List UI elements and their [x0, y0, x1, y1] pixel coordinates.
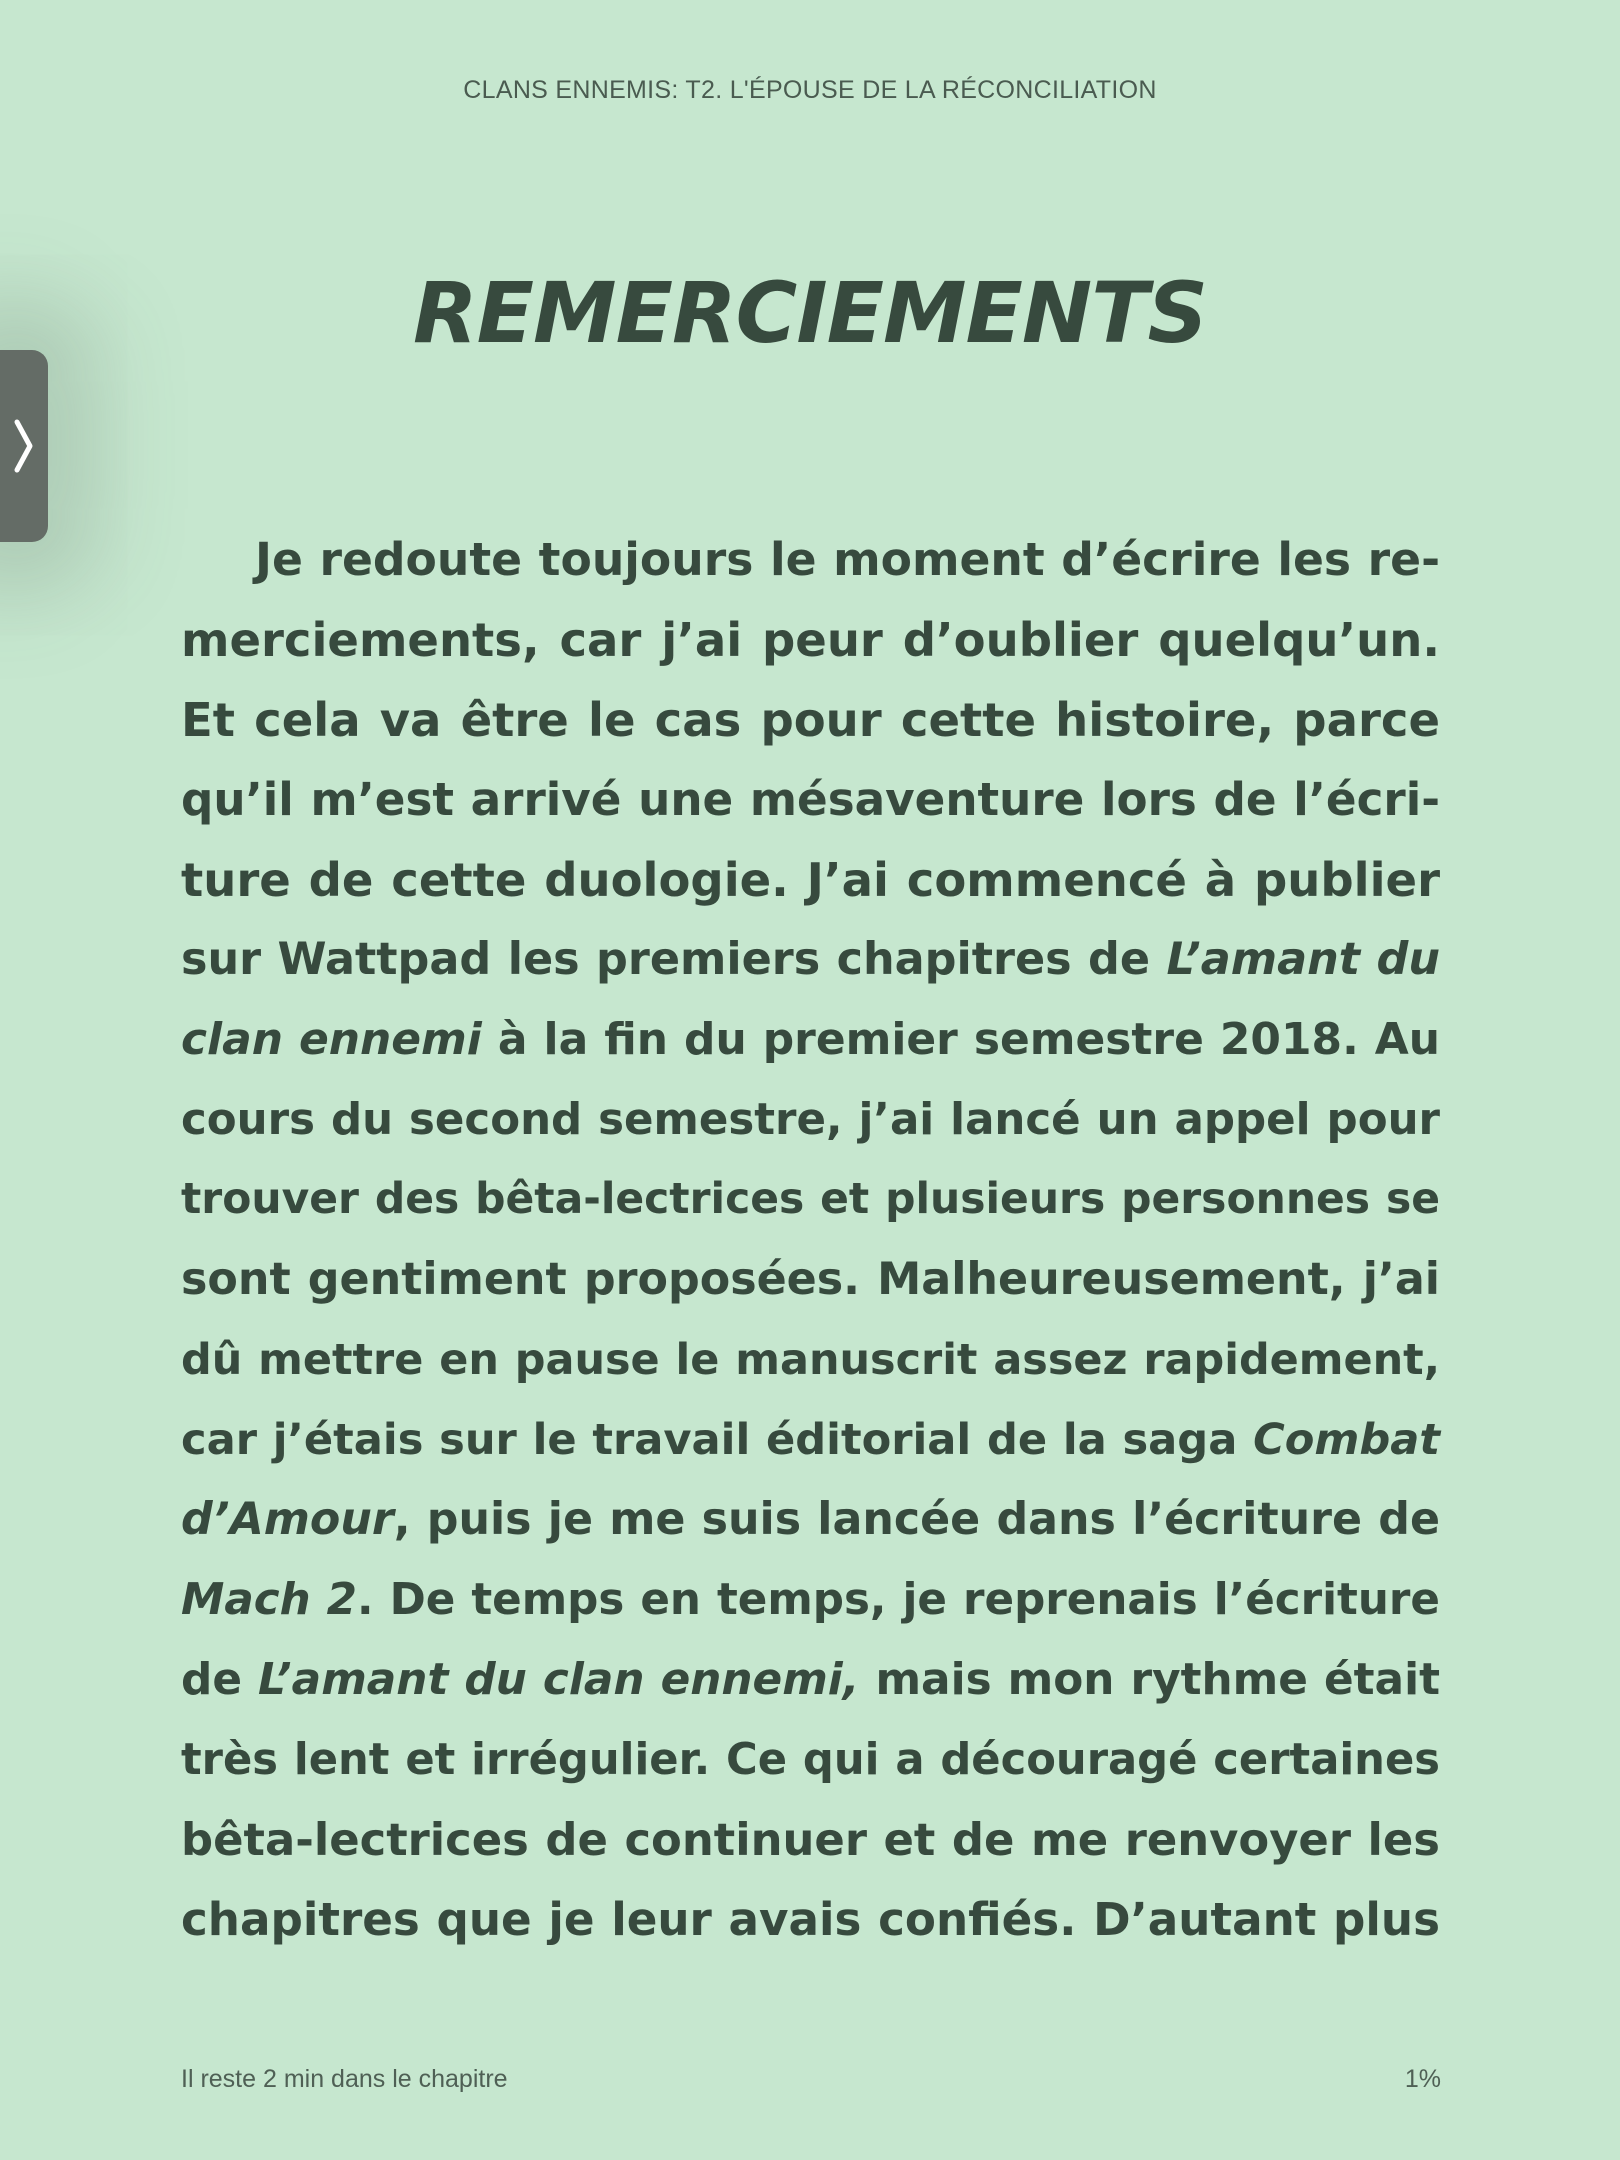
chapter-title: REMERCIEMENTS — [412, 264, 1208, 362]
chapter-time-remaining: Il reste 2 min dans le chapitre — [181, 2065, 508, 2093]
text-line: chapitres que je leur avais confiés. D’autant plus — [181, 1893, 1440, 1946]
chapter-body-text — [181, 520, 1440, 1960]
chevron-right-icon — [13, 418, 35, 474]
italic-book-title: clan ennemi — [181, 1014, 482, 1065]
text-line: Je redoute toujours le moment d’écrire les re- — [255, 533, 1440, 586]
text-line: Mach 2. De temps en temps, je reprenais l’écriture — [181, 1575, 1440, 1625]
italic-book-title: Mach 2 — [181, 1575, 358, 1625]
text-line: car j’étais sur le travail éditorial de la saga Combat — [181, 1415, 1440, 1465]
italic-book-title: Combat — [1253, 1415, 1440, 1465]
text-line: bêta-lectrices de continuer et de me renvoyer les — [181, 1813, 1440, 1866]
text-line: cours du second semestre, j’ai lancé un appel pour — [181, 1095, 1440, 1145]
text-line: ture de cette duologie. J’ai commencé à publier — [181, 853, 1440, 907]
italic-book-title: L’amant du — [1166, 934, 1440, 985]
text-line: clan ennemi à la fin du premier semestre 2018. Au — [181, 1014, 1441, 1065]
text-line: très lent et irrégulier. Ce qui a découragé certaines — [181, 1735, 1440, 1785]
text-line: d’Amour, puis je me suis lancée dans l’écriture de — [181, 1494, 1440, 1545]
italic-book-title: L’amant du clan ennemi, — [258, 1654, 860, 1705]
book-title: CLANS ENNEMIS: T2. L'ÉPOUSE DE LA RÉCONCILIATION — [463, 76, 1157, 104]
text-line: dû mettre en pause le manuscrit assez rapidement, — [181, 1335, 1440, 1385]
reading-progress-percent: 1% — [1404, 2065, 1441, 2093]
text-line: Et cela va être le cas pour cette histoire, parce — [181, 693, 1440, 747]
text-line: de L’amant du clan ennemi, mais mon rythme était — [181, 1654, 1440, 1705]
text-line: trouver des bêta-lectrices et plusieurs personnes se — [181, 1175, 1440, 1224]
text-line: merciements, car j’ai peur d’oublier quelqu’un. — [181, 613, 1440, 667]
text-line: sur Wattpad les premiers chapitres de L’amant du — [181, 934, 1440, 985]
italic-book-title: d’Amour — [181, 1494, 394, 1545]
next-page-button[interactable] — [0, 350, 48, 542]
text-line: sont gentiment proposées. Malheureusement, j’ai — [181, 1254, 1440, 1305]
text-line: qu’il m’est arrivé une mésaventure lors de l’écri- — [181, 773, 1440, 826]
